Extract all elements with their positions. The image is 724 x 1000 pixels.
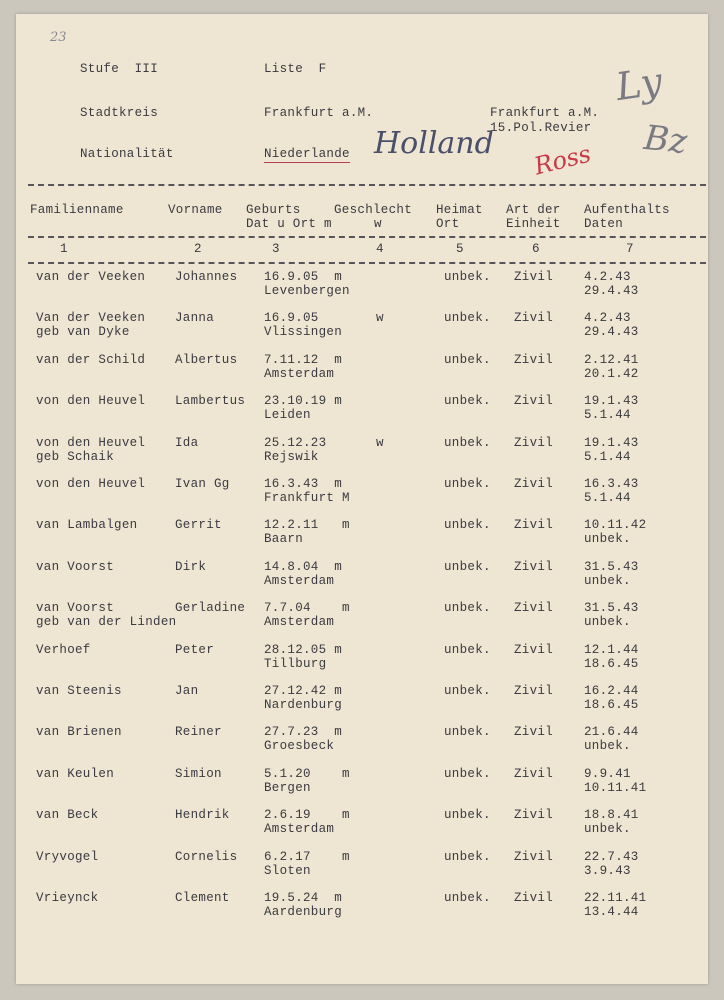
cell-einheit: Zivil xyxy=(514,352,554,367)
cell-daten2: 5.1.44 xyxy=(584,491,631,505)
cell-vorname: Gerladine xyxy=(175,601,246,616)
stadtkreis-value: Frankfurt a.M. xyxy=(264,106,374,120)
cell-daten1: 22.11.41 xyxy=(584,891,647,905)
cell-einheit: Zivil xyxy=(514,808,554,823)
cell-name1: van Voorst xyxy=(36,559,115,574)
cell-geb-datum: 5.1.20 m xyxy=(264,766,350,781)
cell-geb-datum: 2.6.19 m xyxy=(264,808,350,823)
cell-name1: van Lambalgen xyxy=(36,518,138,533)
cell-geb-ort: Levenbergen xyxy=(264,284,350,298)
handwritten-initials-top: Ly xyxy=(613,59,665,109)
cell-daten2: 10.11.41 xyxy=(584,780,647,795)
cell-daten1: 12.1.44 xyxy=(584,642,639,657)
cell-daten1: 10.11.42 xyxy=(584,518,647,533)
cell-geb-ort: Leiden xyxy=(264,408,311,423)
cell-geb-datum: 12.2.11 m xyxy=(264,518,350,533)
cell-einheit: Zivil xyxy=(514,766,554,781)
cell-name1: van Brienen xyxy=(36,725,122,740)
cell-heimat: unbek. xyxy=(444,270,491,284)
cell-geb-ort: Bergen xyxy=(264,780,311,795)
cell-geb-ort: Rejswik xyxy=(264,449,319,464)
cell-einheit: Zivil xyxy=(514,435,554,450)
cell-heimat: unbek. xyxy=(444,601,491,616)
cell-heimat: unbek. xyxy=(444,559,491,574)
cell-daten2: 18.6.45 xyxy=(584,698,639,712)
cell-name1: van der Schild xyxy=(36,352,146,367)
cell-daten1: 18.8.41 xyxy=(584,808,639,823)
cell-daten2: unbek. xyxy=(584,532,631,547)
cell-geb-ort: Aardenburg xyxy=(264,905,343,919)
nationalitaet-label: Nationalität xyxy=(80,147,174,161)
cell-vorname: Cornelis xyxy=(175,849,238,864)
document-sheet xyxy=(16,14,708,984)
cell-heimat: unbek. xyxy=(444,311,491,326)
cell-daten1: 19.1.43 xyxy=(584,394,639,409)
cell-heimat: unbek. xyxy=(444,477,491,491)
cell-einheit: Zivil xyxy=(514,891,554,905)
cell-vorname: Johannes xyxy=(175,270,238,284)
cell-geb-datum: 16.9.05 m xyxy=(264,270,343,284)
cell-daten1: 4.2.43 xyxy=(584,311,631,326)
cell-daten2: 29.4.43 xyxy=(584,284,639,298)
table-body-divider xyxy=(28,262,706,264)
cell-geb-ort: Amsterdam xyxy=(264,573,335,588)
cell-name1: Vryvogel xyxy=(36,849,99,864)
handwritten-initials-bottom: Bz xyxy=(642,117,689,163)
cell-vorname: Reiner xyxy=(175,725,222,740)
cell-einheit: Zivil xyxy=(514,642,554,657)
cell-daten2: 20.1.42 xyxy=(584,366,639,381)
column-number: 7 xyxy=(626,242,634,256)
column-header-sub: Daten xyxy=(584,217,624,231)
cell-einheit: Zivil xyxy=(514,311,554,326)
cell-daten2: 3.9.43 xyxy=(584,863,631,878)
cell-vorname: Gerrit xyxy=(175,518,222,533)
cell-daten2: 13.4.44 xyxy=(584,905,639,919)
cell-daten2: 5.1.44 xyxy=(584,408,631,423)
column-header: Geburts xyxy=(246,203,301,217)
cell-daten2: 5.1.44 xyxy=(584,449,631,464)
column-header: Vorname xyxy=(168,203,223,217)
cell-daten1: 16.3.43 xyxy=(584,477,639,491)
column-number: 4 xyxy=(376,242,384,256)
cell-geb-datum: 7.11.12 m xyxy=(264,352,343,367)
cell-daten2: 29.4.43 xyxy=(584,325,639,340)
cell-vorname: Dirk xyxy=(175,559,207,574)
revier-number: 15.Pol.Revier xyxy=(490,121,592,135)
cell-geb-datum: 6.2.17 m xyxy=(264,849,350,864)
cell-name1: von den Heuvel xyxy=(36,477,146,491)
cell-einheit: Zivil xyxy=(514,559,554,574)
cell-name1: Verhoef xyxy=(36,642,91,657)
cell-geb-datum: 16.3.43 m xyxy=(264,477,343,491)
cell-daten2: unbek. xyxy=(584,615,631,630)
column-header-sub: Ort xyxy=(436,217,460,231)
cell-geb-datum: 7.7.04 m xyxy=(264,601,350,616)
cell-name2: geb van Dyke xyxy=(36,325,130,340)
column-header: Familienname xyxy=(30,203,124,217)
page-number: 23 xyxy=(50,30,67,45)
column-number: 1 xyxy=(60,242,68,256)
cell-vorname: Ida xyxy=(175,435,199,450)
cell-geb-ort: Frankfurt M xyxy=(264,491,350,505)
cell-heimat: unbek. xyxy=(444,808,491,823)
column-header: Geschlecht xyxy=(334,203,413,217)
column-header-sub: Einheit xyxy=(506,217,561,231)
cell-name1: von den Heuvel xyxy=(36,435,146,450)
cell-vorname: Lambertus xyxy=(175,394,246,409)
cell-vorname: Simion xyxy=(175,766,222,781)
cell-daten2: 18.6.45 xyxy=(584,656,639,671)
cell-name2: geb van der Linden xyxy=(36,615,177,630)
cell-heimat: unbek. xyxy=(444,352,491,367)
cell-geb-ort: Amsterdam xyxy=(264,822,335,837)
cell-einheit: Zivil xyxy=(514,394,554,409)
cell-name2: geb Schaik xyxy=(36,449,115,464)
cell-heimat: unbek. xyxy=(444,435,491,450)
cell-w: w xyxy=(376,311,384,326)
cell-name1: Van der Veeken xyxy=(36,311,146,326)
cell-geb-ort: Baarn xyxy=(264,532,304,547)
cell-geb-ort: Groesbeck xyxy=(264,739,335,754)
cell-name1: van Steenis xyxy=(36,684,122,698)
stufe-label: Stufe III xyxy=(80,62,159,76)
cell-geb-datum: 19.5.24 m xyxy=(264,891,343,905)
column-header-sub: Dat u Ort m xyxy=(246,217,332,231)
cell-name1: van der Veeken xyxy=(36,270,146,284)
cell-geb-datum: 14.8.04 m xyxy=(264,559,343,574)
cell-vorname: Jan xyxy=(175,684,199,698)
cell-daten2: unbek. xyxy=(584,739,631,754)
cell-vorname: Ivan Gg xyxy=(175,477,230,491)
cell-geb-datum: 27.12.42 m xyxy=(264,684,343,698)
cell-heimat: unbek. xyxy=(444,518,491,533)
cell-vorname: Albertus xyxy=(175,352,238,367)
cell-einheit: Zivil xyxy=(514,725,554,740)
cell-heimat: unbek. xyxy=(444,766,491,781)
cell-geb-datum: 25.12.23 xyxy=(264,435,327,450)
cell-einheit: Zivil xyxy=(514,849,554,864)
cell-geb-ort: Vlissingen xyxy=(264,325,343,340)
column-header: Aufenthalts xyxy=(584,203,670,217)
cell-heimat: unbek. xyxy=(444,891,491,905)
cell-geb-ort: Amsterdam xyxy=(264,615,335,630)
column-number: 3 xyxy=(272,242,280,256)
cell-name1: van Keulen xyxy=(36,766,115,781)
header-divider xyxy=(28,184,706,186)
cell-vorname: Hendrik xyxy=(175,808,230,823)
cell-heimat: unbek. xyxy=(444,684,491,698)
cell-geb-ort: Amsterdam xyxy=(264,366,335,381)
revier-city: Frankfurt a.M. xyxy=(490,106,600,120)
cell-daten1: 4.2.43 xyxy=(584,270,631,284)
column-number: 2 xyxy=(194,242,202,256)
cell-w: w xyxy=(376,435,384,450)
cell-daten1: 19.1.43 xyxy=(584,435,639,450)
cell-name1: von den Heuvel xyxy=(36,394,146,409)
cell-name1: van Voorst xyxy=(36,601,115,616)
cell-geb-ort: Nardenburg xyxy=(264,698,343,712)
cell-daten1: 21.6.44 xyxy=(584,725,639,740)
cell-daten1: 16.2.44 xyxy=(584,684,639,698)
cell-daten1: 31.5.43 xyxy=(584,601,639,616)
cell-geb-datum: 16.9.05 xyxy=(264,311,319,326)
cell-einheit: Zivil xyxy=(514,270,554,284)
cell-name1: van Beck xyxy=(36,808,99,823)
cell-name1: Vrieynck xyxy=(36,891,99,905)
cell-daten1: 22.7.43 xyxy=(584,849,639,864)
cell-geb-datum: 27.7.23 m xyxy=(264,725,343,740)
cell-daten1: 9.9.41 xyxy=(584,766,631,781)
cell-daten2: unbek. xyxy=(584,822,631,837)
cell-einheit: Zivil xyxy=(514,518,554,533)
cell-geb-ort: Tillburg xyxy=(264,656,327,671)
cell-daten1: 31.5.43 xyxy=(584,559,639,574)
column-header-sub: w xyxy=(374,217,382,231)
column-number: 6 xyxy=(532,242,540,256)
cell-einheit: Zivil xyxy=(514,684,554,698)
cell-heimat: unbek. xyxy=(444,394,491,409)
cell-heimat: unbek. xyxy=(444,725,491,740)
cell-geb-ort: Sloten xyxy=(264,863,311,878)
cell-vorname: Peter xyxy=(175,642,215,657)
cell-daten2: unbek. xyxy=(584,573,631,588)
liste-label: Liste F xyxy=(264,62,327,76)
column-header: Heimat xyxy=(436,203,483,217)
column-number: 5 xyxy=(456,242,464,256)
column-header-divider xyxy=(28,236,706,238)
nationalitaet-value: Niederlande xyxy=(264,147,350,161)
cell-heimat: unbek. xyxy=(444,642,491,657)
cell-vorname: Clement xyxy=(175,891,230,905)
stadtkreis-label: Stadtkreis xyxy=(80,106,159,120)
cell-geb-datum: 23.10.19 m xyxy=(264,394,343,409)
cell-daten1: 2.12.41 xyxy=(584,352,639,367)
column-header: Art der xyxy=(506,203,561,217)
handwritten-holland: Holland xyxy=(374,126,494,161)
cell-heimat: unbek. xyxy=(444,849,491,864)
cell-vorname: Janna xyxy=(175,311,215,326)
cell-einheit: Zivil xyxy=(514,477,554,491)
handwritten-red-mark: Ross xyxy=(531,139,594,181)
cell-geb-datum: 28.12.05 m xyxy=(264,642,343,657)
cell-einheit: Zivil xyxy=(514,601,554,616)
